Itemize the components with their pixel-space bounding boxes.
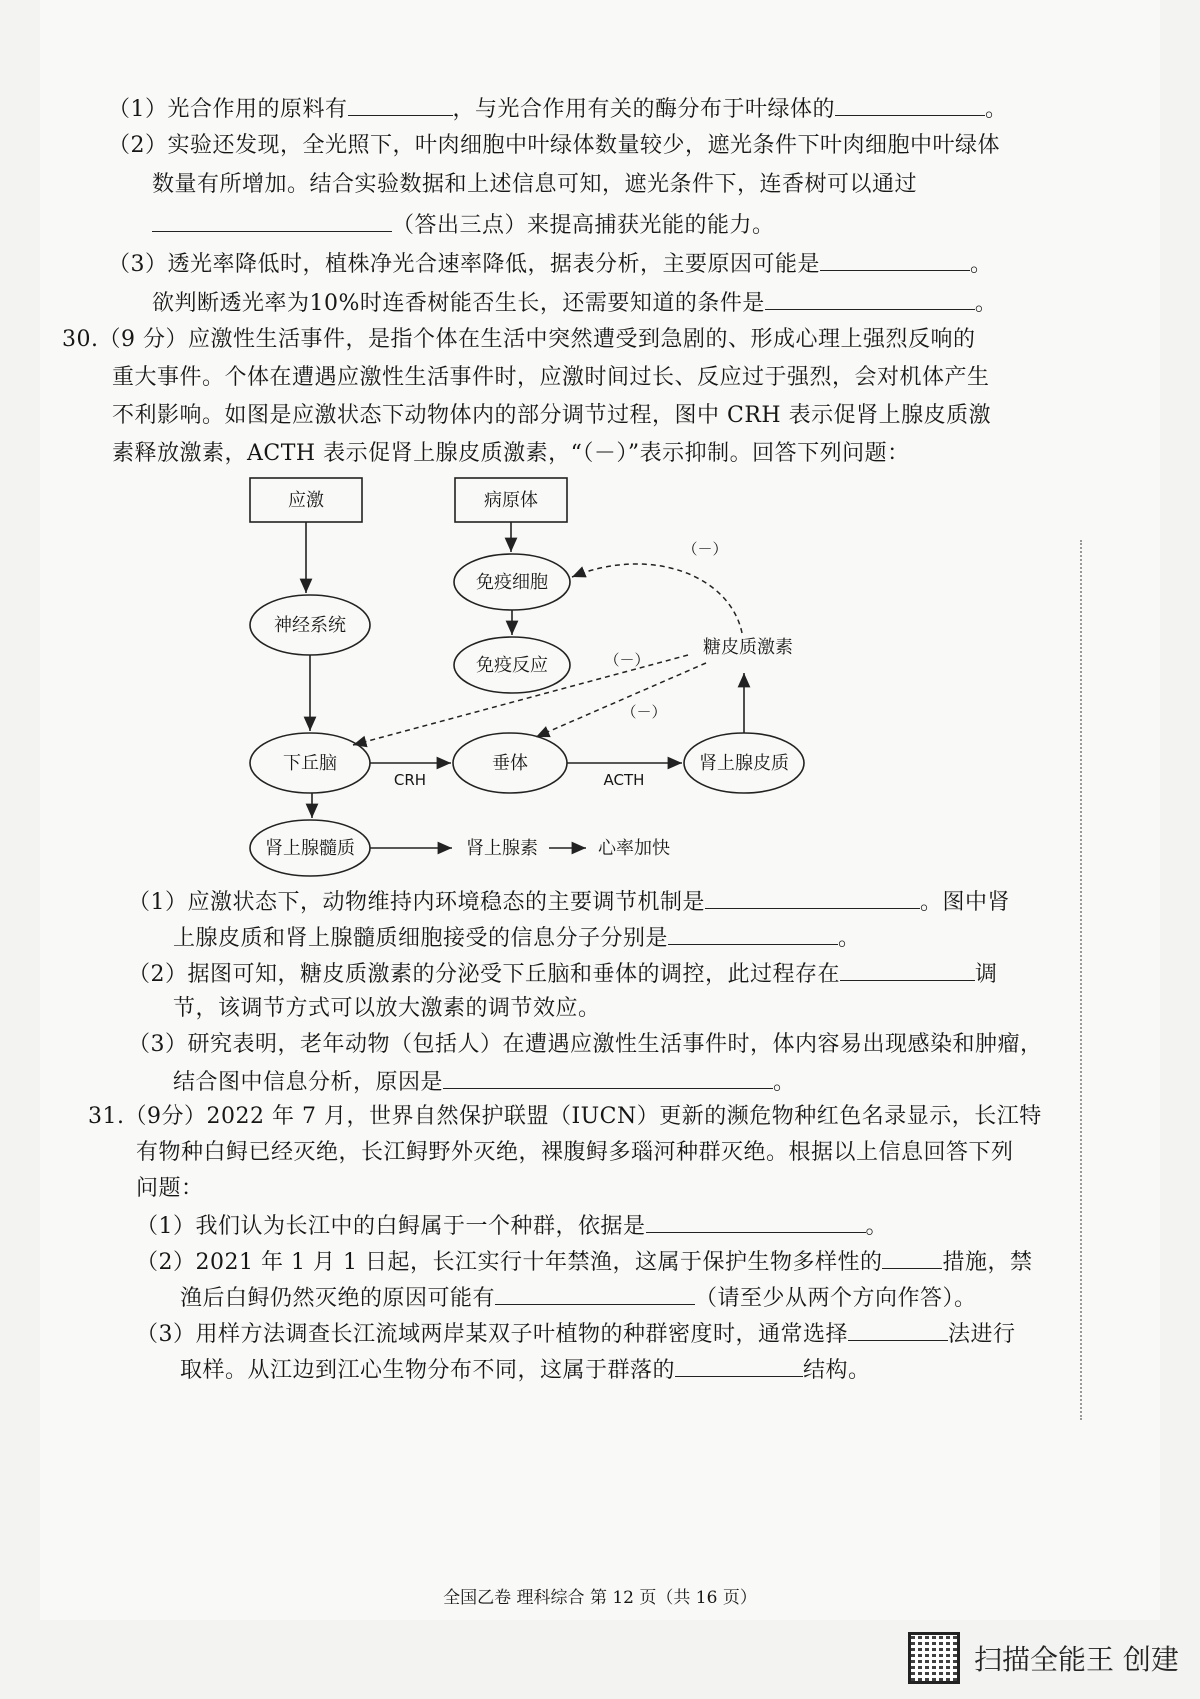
immune-response-label: 免疫反应 [476,655,548,676]
q30-part2-line1: （2）据图可知，糖皮质激素的分泌受下丘脑和垂体的调控，此过程存在 调 [128,958,998,990]
q29-part2-line1: （2）实验还发现，全光照下，叶肉细胞中叶绿体数量较少，遮光条件下叶肉细胞中叶绿体 [108,133,1001,158]
crh-label: CRH [393,771,427,789]
q31-intro-line3: 问题： [136,1176,204,1201]
watermark-text: 扫描全能王 创建 [974,1643,1179,1676]
glucocorticoid-label: 糖皮质激素 [703,637,793,658]
margin-dotted-line [1080,540,1084,1420]
q31-part3-line2: 取样。从江边到江心生物分布不同，这属于群落的 结构。 [180,1354,871,1386]
q30-part1-line2: 上腺皮质和肾上腺髓质细胞接受的信息分子分别是 。 [173,922,861,954]
q31-part1: （1）我们认为长江中的白鲟属于一个种群，依据是 。 [136,1210,888,1242]
q31-intro-line2: 有物种白鲟已经灭绝，长江鲟野外灭绝，裸腹鲟多瑙河种群灭绝。根据以上信息回答下列 [136,1140,1014,1165]
hypothalamus-label: 下丘脑 [283,753,337,774]
pathogen-label: 病原体 [484,490,538,511]
q31-part3-line1: （3）用样方法调查长江流域两岸某双子叶植物的种群密度时，通常选择 法进行 [136,1318,1016,1350]
adrenal-medulla-label: 肾上腺髓质 [265,838,355,859]
q31-part2-line1: （2）2021 年 1 月 1 日起，长江实行十年禁渔，这属于保护生物多样性的 措施，禁 [136,1246,1032,1278]
acth-label: ACTH [603,771,645,789]
q29-part3-line2: 欲判断透光率为10%时连香树能否生长，还需要知道的条件是 。 [152,287,997,319]
q29-part1: （1）光合作用的原料有 ，与光合作用有关的酶分布于叶绿体的 。 [108,93,1008,125]
inhibit-immune-arrow [572,564,742,633]
qr-code-icon [908,1632,960,1684]
q30-part2-line2: 节，该调节方式可以放大激素的调节效应。 [173,996,601,1021]
pituitary-label: 垂体 [492,753,528,774]
q30-intro-line1: 30.（9 分）应激性生活事件，是指个体在生活中突然遭受到急剧的、形成心理上强烈反响的 [62,327,976,352]
q29-part2-line2: 数量有所增加。结合实验数据和上述信息可知，遮光条件下，连香树可以通过 [152,172,918,197]
q30-intro-line4: 素释放激素，ACTH 表示促肾上腺皮质激素，“（－）”表示抑制。回答下列问题： [112,441,910,466]
q31-intro-line1: 31.（9分）2022 年 7 月，世界自然保护联盟（IUCN）更新的濒危物种红色名录显示，长江特 [88,1104,1042,1129]
q30-intro-line3: 不利影响。如图是应激状态下动物体内的部分调节过程，图中 CRH 表示促肾上腺皮质激 [112,403,992,428]
q30-part1-line1: （1）应激状态下，动物维持内环境稳态的主要调节机制是 。图中肾 [128,886,1010,918]
inhibit-label-2: （－） [604,651,650,669]
inhibit-label-3: （－） [621,703,667,721]
adrenal-cortex-label: 肾上腺皮质 [699,753,789,774]
q29-part2-line3: （答出三点）来提高捕获光能的能力。 [152,209,775,241]
adrenaline-label: 肾上腺素 [466,838,538,859]
q29-part3-line1: （3）透光率降低时，植株净光合速率降低，据表分析，主要原因可能是 。 [108,248,993,280]
q31-part2-line2: 渔后白鲟仍然灭绝的原因可能有 （请至少从两个方向作答）。 [180,1282,977,1314]
q30-part3-line2: 结合图中信息分析，原因是 。 [173,1066,796,1098]
page-footer: 全国乙卷 理科综合 第 12 页（共 16 页） [443,1588,757,1608]
heart-rate-label: 心率加快 [598,838,670,859]
scanner-watermark [908,1630,1179,1686]
q30-part3-line1: （3）研究表明，老年动物（包括人）在遭遇应激性生活事件时，体内容易出现感染和肿瘤， [128,1032,1043,1057]
nervous-label: 神经系统 [274,615,346,636]
q30-intro-line2: 重大事件。个体在遭遇应激性生活事件时，应激时间过长、反应过于强烈，会对机体产生 [112,365,990,390]
stress-label: 应激 [288,490,324,511]
immune-cell-label: 免疫细胞 [476,572,548,593]
inhibit-label-1: （－） [682,540,728,558]
